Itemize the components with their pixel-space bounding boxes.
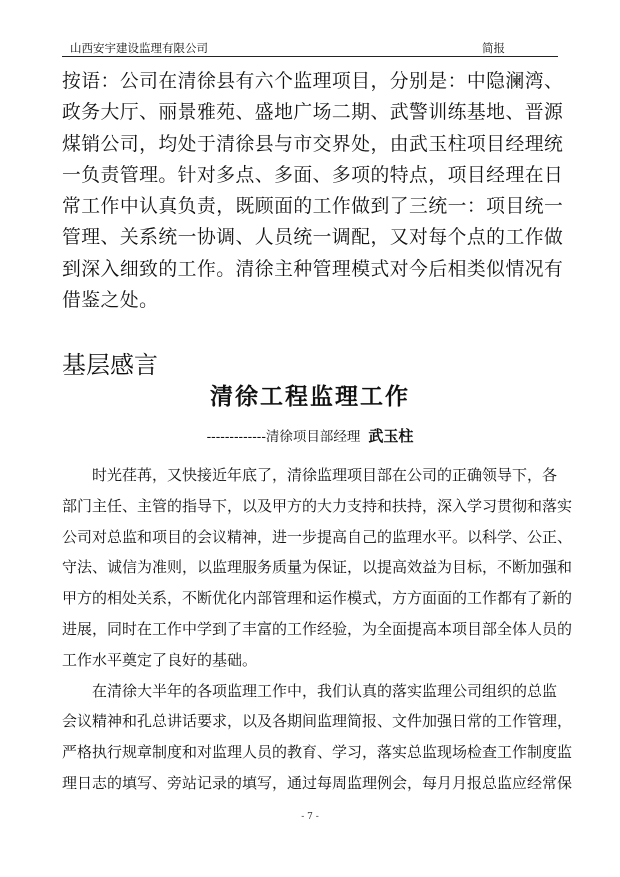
note-line: 一负责管理。针对多点、多面、多项的特点，项目经理在日 [62, 164, 564, 186]
note-line: 管理、关系统一协调、人员统一调配，又对每个点的工作做 [62, 227, 564, 249]
note-line: 到深入细致的工作。清徐主种管理模式对今后相类似情况有 [62, 258, 564, 280]
paragraph-line: 工作水平奠定了良好的基础。 [62, 650, 258, 669]
header-doc-type: 简报 [482, 41, 505, 55]
paragraph-line: 时光荏苒，又快接近年底了，清徐监理项目部在公司的正确领导下，各 [92, 466, 558, 484]
article-body [62, 460, 573, 799]
paragraph-line: 会议精神和孔总讲话要求，以及各期间监理简报、文件加强日常的工作管理， [62, 712, 573, 731]
note-line: 按语：公司在清徐县有六个监理项目，分别是：中隐澜湾、 [62, 71, 564, 92]
editor-note [62, 66, 562, 316]
note-line: 借鉴之处。 [62, 290, 159, 312]
page-number: - 7 - [301, 812, 319, 822]
paragraph-line: 部门主任、主管的指导下，以及甲方的大力支持和扶持，深入学习贯彻和落实 [62, 496, 573, 515]
paragraph-line: 公司对总监和项目的会议精神，进一步提高自己的监理水平。以科学、公正、 [62, 527, 573, 546]
paragraph-line: 甲方的相处关系，不断优化内部管理和运作模式，方方面面的工作都有了新的 [62, 589, 573, 608]
paragraph-line: 在清徐大半年的各项监理工作中，我们认真的落实监理公司组织的总监 [92, 681, 558, 700]
paragraph-line: 守法、诚信为准则，以监理服务质量为保证，以提高效益为目标，不断加强和 [62, 558, 573, 577]
byline [0, 425, 620, 446]
note-line: 政务大厅、丽景雅苑、盛地广场二期、武警训练基地、晋源 [62, 102, 564, 124]
byline-author: 武玉柱 [368, 427, 414, 445]
paragraph-line: 理日志的填写、旁站记录的填写，通过每周监理例会，每月月报总监应经常保 [62, 773, 573, 792]
note-line: 常工作中认真负责，既顾面的工作做到了三统一：项目统一 [62, 196, 564, 218]
page-header [62, 38, 558, 57]
paragraph-line: 严格执行规章制度和对监理人员的教育、学习，落实总监现场检查工作制度监 [62, 743, 573, 762]
header-company-name: 山西安宇建设监理有限公司 [70, 41, 208, 55]
byline-prefix: -------------清徐项目部经理 [206, 429, 361, 445]
paragraph-line: 进展，同时在工作中学到了丰富的工作经验，为全面提高本项目部全体人员的 [62, 619, 573, 638]
article-title: 清徐工程监理工作 [210, 383, 410, 410]
section-title: 基层感言 [62, 351, 158, 379]
note-line: 煤销公司，均处于清徐县与市交界处，由武玉柱项目经理统 [62, 133, 564, 155]
